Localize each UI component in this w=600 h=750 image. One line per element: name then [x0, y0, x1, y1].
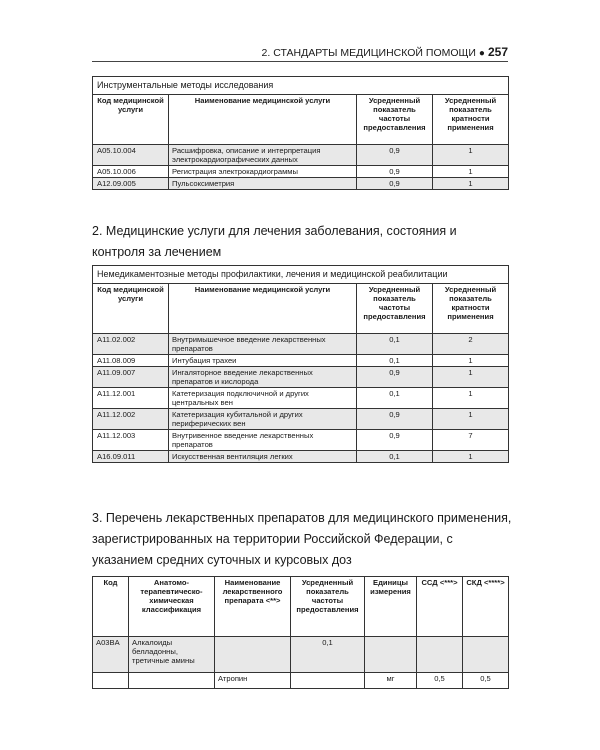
drug-name: Атропин: [215, 673, 291, 689]
service-code: A11.12.003: [93, 430, 169, 451]
drug-name: [215, 637, 291, 673]
table-row: [93, 451, 509, 463]
frequency-value: 0,1: [357, 388, 433, 409]
course-dose: [463, 637, 509, 673]
table-medications: [92, 576, 509, 689]
running-header: [92, 45, 508, 62]
column-header: Код медицинской услуги: [93, 95, 169, 145]
service-name: Расшифровка, описание и интерпретация электрокардиографических данных: [169, 145, 357, 166]
frequency-value: 0,9: [357, 367, 433, 388]
table-non-drug-methods: [92, 265, 509, 463]
service-name: Внутривенное введение лекарственных препаратов: [169, 430, 357, 451]
daily-dose: 0,5: [417, 673, 463, 689]
column-header: СКД <****>: [463, 577, 509, 637]
section-2-heading: 2. Медицинские услуги для лечения заболевания, состояния и контроля за лечением: [92, 224, 457, 259]
service-code: A11.02.002: [93, 334, 169, 355]
frequency-value: 0,9: [357, 430, 433, 451]
service-code: A11.12.002: [93, 409, 169, 430]
table-row: [93, 178, 509, 190]
frequency-value: 0,1: [357, 451, 433, 463]
service-name: Внутримышечное введение лекарственных препаратов: [169, 334, 357, 355]
column-header: Наименование лекарственного препарата <**>: [215, 577, 291, 637]
daily-dose: [417, 637, 463, 673]
multiplicity-value: 1: [433, 388, 509, 409]
service-name: Регистрация электрокардиограммы: [169, 166, 357, 178]
service-name: Катетеризация подключичной и других центральных вен: [169, 388, 357, 409]
frequency-value: 0,1: [357, 334, 433, 355]
service-code: A11.09.007: [93, 367, 169, 388]
service-code: A16.09.011: [93, 451, 169, 463]
service-code: A05.10.004: [93, 145, 169, 166]
multiplicity-value: 1: [433, 166, 509, 178]
column-header: Усредненный показатель кратности применения: [433, 95, 509, 145]
column-header: Код медицинской услуги: [93, 284, 169, 334]
column-header: Код: [93, 577, 129, 637]
frequency-value: 0,9: [357, 178, 433, 190]
service-code: A12.09.005: [93, 178, 169, 190]
table-row: [93, 430, 509, 451]
multiplicity-value: 1: [433, 355, 509, 367]
column-header: Анатомо-терапевтическо-химическая классификация: [129, 577, 215, 637]
frequency-value: 0,9: [357, 145, 433, 166]
service-name: Пульсоксиметрия: [169, 178, 357, 190]
atc-classification: Алкалоиды белладонны, третичные амины: [129, 637, 215, 673]
atc-code: [93, 673, 129, 689]
service-name: Катетеризация кубитальной и других периферических вен: [169, 409, 357, 430]
multiplicity-value: 1: [433, 409, 509, 430]
table-caption: Немедикаментозные методы профилактики, лечения и медицинской реабилитации: [93, 266, 509, 284]
multiplicity-value: 7: [433, 430, 509, 451]
atc-classification: [129, 673, 215, 689]
table-row: [93, 166, 509, 178]
frequency-value: 0,9: [357, 409, 433, 430]
table-row: [93, 409, 509, 430]
chapter-title: 2. СТАНДАРТЫ МЕДИЦИНСКОЙ ПОМОЩИ: [261, 47, 476, 59]
multiplicity-value: 1: [433, 367, 509, 388]
column-header: ССД <***>: [417, 577, 463, 637]
page-number: 257: [487, 45, 508, 59]
table-row: [93, 145, 509, 166]
bullet-icon: ●: [478, 48, 485, 59]
multiplicity-value: 1: [433, 145, 509, 166]
service-name: Интубация трахеи: [169, 355, 357, 367]
column-header: Усредненный показатель частоты предоставления: [291, 577, 365, 637]
column-header: Усредненный показатель кратности применения: [433, 284, 509, 334]
section-3-heading: 3. Перечень лекарственных препаратов для медицинского применения, зарегистрированных на территории Российской Федерации, с указанием средних суточных и курсовых доз: [92, 511, 512, 567]
table-row: [93, 334, 509, 355]
table-instrumental-methods: [92, 76, 509, 190]
table-row: [93, 367, 509, 388]
course-dose: 0,5: [463, 673, 509, 689]
frequency-value: [291, 673, 365, 689]
table-caption: Инструментальные методы исследования: [93, 77, 509, 95]
table-row: [93, 673, 509, 689]
column-header: Единицы измерения: [365, 577, 417, 637]
multiplicity-value: 2: [433, 334, 509, 355]
column-header: Наименование медицинской услуги: [169, 95, 357, 145]
table-row: [93, 388, 509, 409]
frequency-value: 0,1: [291, 637, 365, 673]
multiplicity-value: 1: [433, 178, 509, 190]
table-row: [93, 637, 509, 673]
service-name: Искусственная вентиляция легких: [169, 451, 357, 463]
column-header: Усредненный показатель частоты предоставления: [357, 95, 433, 145]
unit: мг: [365, 673, 417, 689]
service-code: A11.12.001: [93, 388, 169, 409]
multiplicity-value: 1: [433, 451, 509, 463]
frequency-value: 0,9: [357, 166, 433, 178]
service-name: Ингаляторное введение лекарственных препаратов и кислорода: [169, 367, 357, 388]
frequency-value: 0,1: [357, 355, 433, 367]
service-code: A11.08.009: [93, 355, 169, 367]
column-header: Усредненный показатель частоты предоставления: [357, 284, 433, 334]
column-header: Наименование медицинской услуги: [169, 284, 357, 334]
unit: [365, 637, 417, 673]
service-code: A05.10.006: [93, 166, 169, 178]
table-row: [93, 355, 509, 367]
atc-code: A03BA: [93, 637, 129, 673]
